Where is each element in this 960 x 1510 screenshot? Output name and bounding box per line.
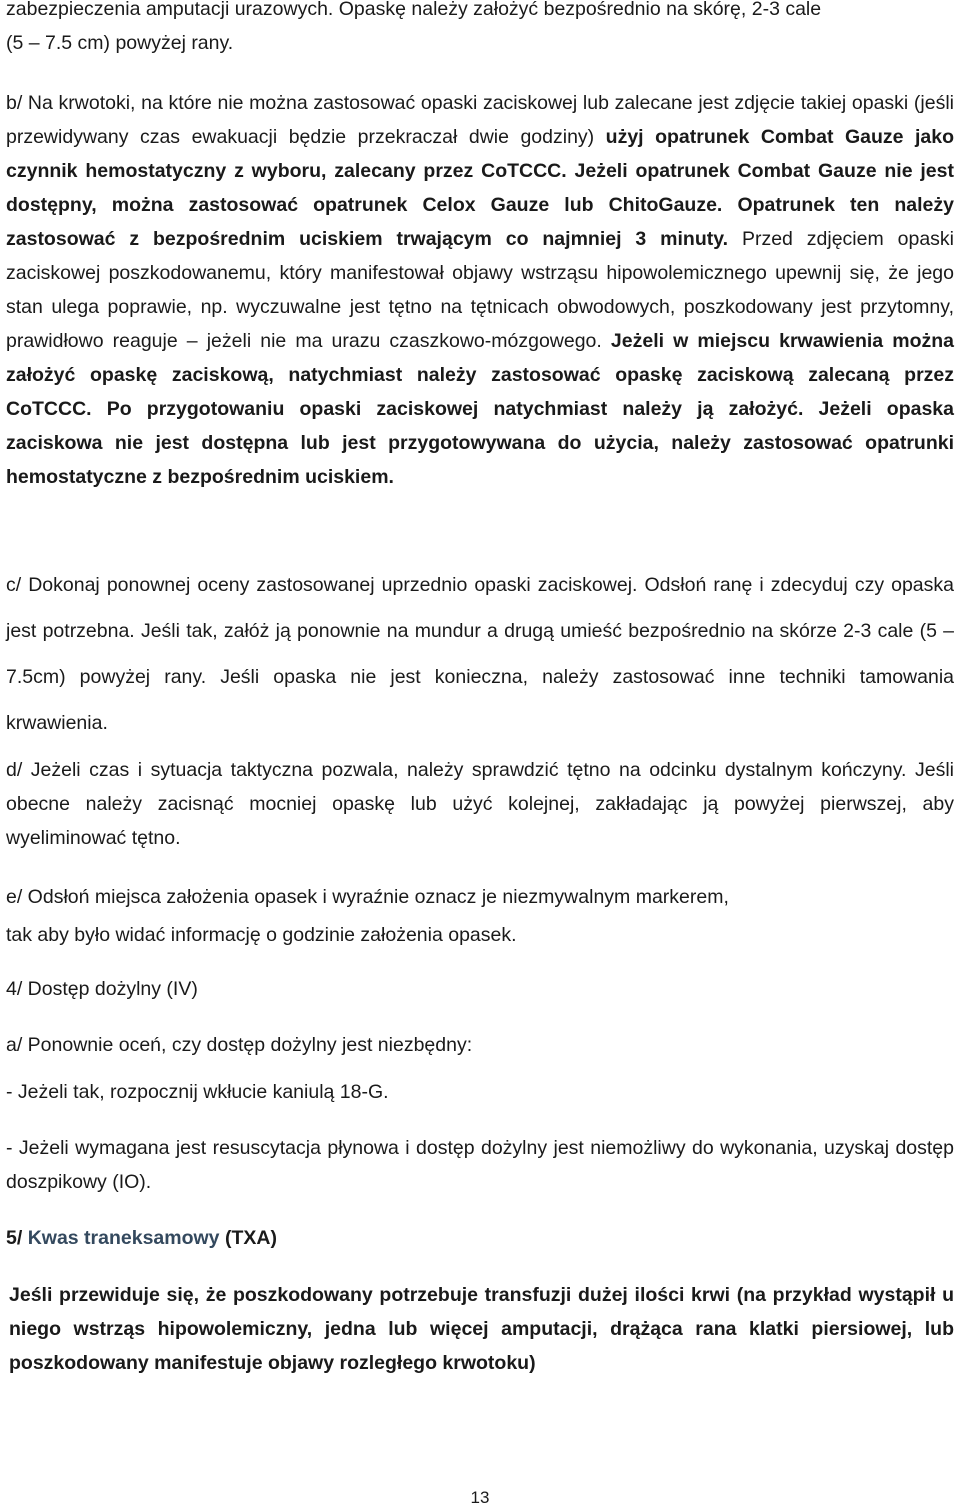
paragraph-b-bold-1: użyj opatrunek Combat Gauze jako czynnik hemostatyczny z wyboru, zalecany przez CoTCCC. Jeżeli opatrunek Combat Gauze nie jest dostępny, można zastosować opatrunek Celox Gauze lub ChitoGauze. Opatrunek ten należy zastosować z bezpośrednim uciskiem trwającym co najmniej 3 minuty. [6,126,954,250]
paragraph-c: c/ Dokonaj ponownej oceny zastosowanej uprzednio opaski zaciskowej. Odsłoń ranę i zdecyduj czy opaska jest potrzebna. Jeśli tak, załóż ją ponownie na mundur a drugą umieść bezpośrednio na skórze 2-3 cale (5 – 7.5cm) powyżej rany. Jeśli opaska nie jest konieczna, należy zastosować inne techniki tamowania krwawienia. [6,574,954,734]
paragraph-b [6,86,954,494]
paragraph-b-bold-2: Jeżeli w miejscu krwawienia można założyć opaskę zaciskową, natychmiast należy zastosować opaskę zaciskową zalecaną przez CoTCCC. Po przygotowaniu opaski zaciskowej natychmiast należy ją założyć. Jeżeli opaska zaciskowa nie jest dostępna lub jest przygotowywana do użycia, należy zastosować opatrunki hemostatyczne z bezpośrednim uciskiem. [6,330,954,488]
section-5-prefix: 5/ [6,1227,28,1249]
section-5-heading [6,1221,954,1255]
intro-line-1: zabezpieczenia amputacji urazowych. Opaskę należy założyć bezpośrednio na skórę, 2-3 cale [6,0,822,20]
section-5-title: Kwas traneksamowy [27,1227,220,1249]
paragraph-d: d/ Jeżeli czas i sytuacja taktyczna pozwala, należy sprawdzić tętno na odcinku dystalnym kończyny. Jeśli obecne należy zacisnąć mocniej opaskę lub użyć kolejnej, zakładając ją powyżej pierwszej, aby wyeliminować tętno. [6,759,954,849]
paragraph-5 [6,1278,954,1380]
paragraph-b-text-2: Przed zdjęciem opaski zaciskowej poszkodowanemu, który manifestował objawy wstrząsu hipowolemicznego upewnij się, że jego stan ulega poprawie, np. wyczuwalne jest tętno na tętnicach obwodowych, poszkodowany jest przytomny, prawidłowo reaguje – jeżeli nie ma urazu czaszkowo-mózgowego. [6,228,954,352]
paragraph-4a: a/ Ponownie oceń, czy dostęp dożylny jest niezbędny: [6,1034,473,1056]
paragraph-e-line-2: tak aby było widać informację o godzinie założenia opasek. [6,924,517,946]
intro-paragraph [6,0,954,60]
paragraph-e-line-1: e/ Odsłoń miejsca założenia opasek i wyraźnie oznacz je niezmywalnym markerem, [6,886,729,908]
paragraph-5-text: Jeśli przewiduje się, że poszkodowany potrzebuje transfuzji dużej ilości krwi (na przykład wystąpił u niego wstrząs hipowolemiczny, jedna lub więcej amputacji, drążąca rana klatki piersiowej, lub poszkodowany manifestuje objawy rozległego krwotoku) [9,1284,954,1374]
page-number: 13 [470,1488,490,1507]
bullet-item-2: - Jeżeli wymagana jest resuscytacja płynowa i dostęp dożylny jest niemożliwy do wykonania, uzyskaj dostęp doszpikowy (IO). [6,1137,954,1193]
intro-line-2: (5 – 7.5 cm) powyżej rany. [6,32,234,54]
section-5-suffix: (TXA) [219,1227,277,1249]
section-4-heading: 4/ Dostęp dożylny (IV) [6,978,198,1000]
bullet-item-1: - Jeżeli tak, rozpocznij wkłucie kaniulą 18-G. [6,1081,389,1103]
paragraph-e [6,878,954,954]
paragraph-b-text-1: b/ Na krwotoki, na które nie można zastosować opaski zaciskowej lub zalecane jest zdjęcie takiej opaski (jeśli przewidywany czas ewakuacji będzie przekraczał dwie godziny) [6,92,954,148]
